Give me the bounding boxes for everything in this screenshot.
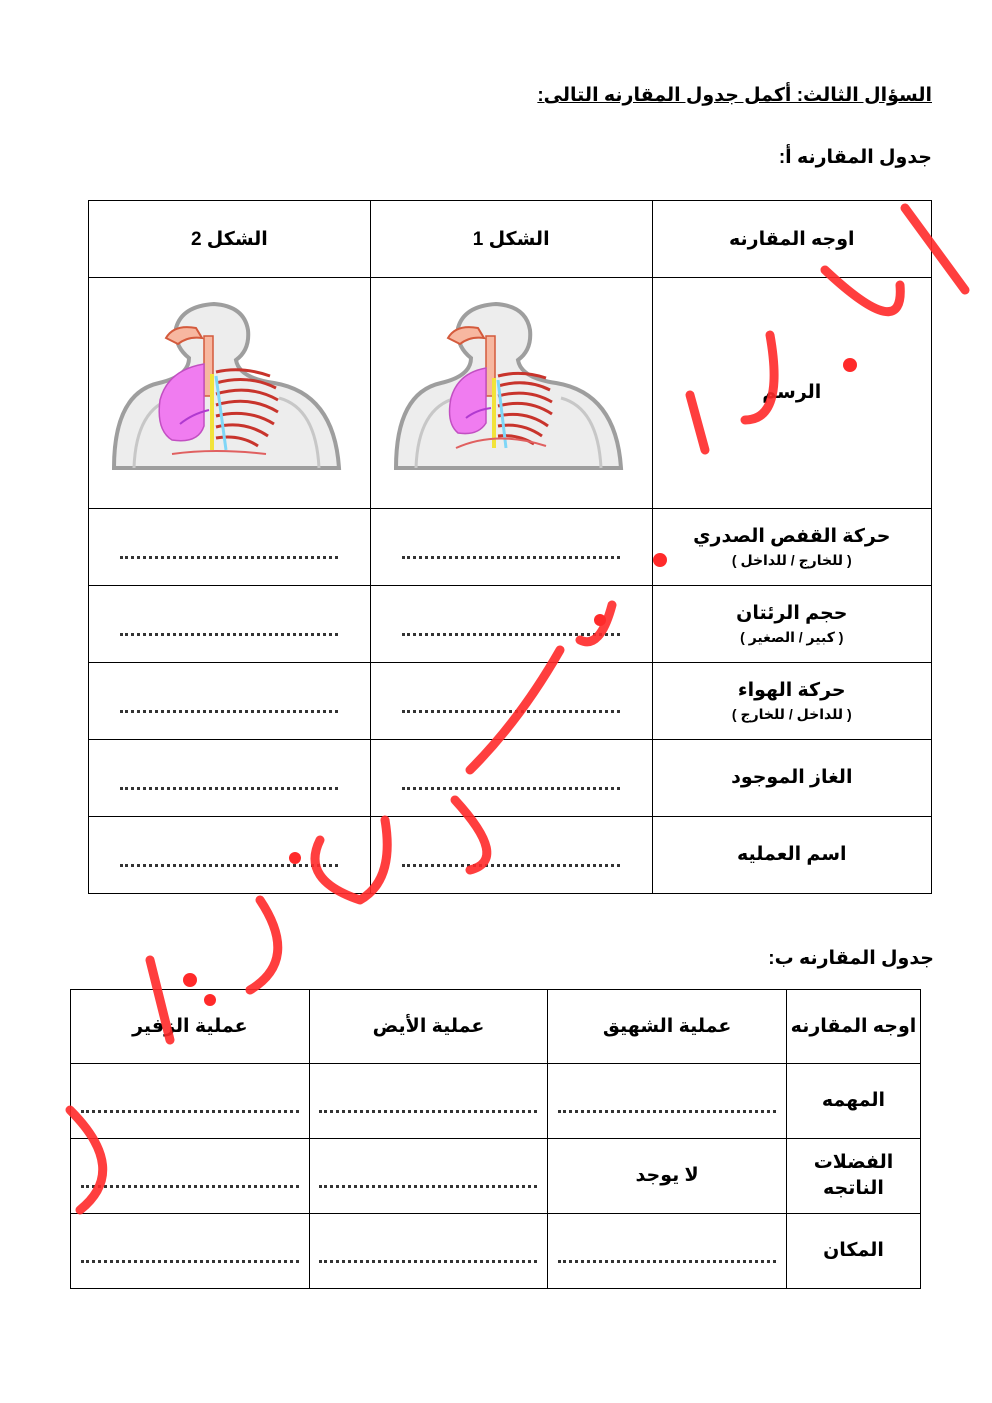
answer-blank[interactable] (309, 1064, 548, 1139)
figure-1-cell (370, 278, 652, 509)
table-header-row (71, 990, 921, 1064)
row-label (652, 586, 931, 663)
answer-blank[interactable] (370, 586, 652, 663)
answer-blank[interactable] (71, 1214, 310, 1289)
answer-blank[interactable] (89, 817, 371, 894)
drawing-row (89, 278, 932, 509)
row-label-hint: ( للداخل / للخارج ) (731, 706, 852, 722)
table-row (89, 509, 932, 586)
answer-blank[interactable] (89, 740, 371, 817)
table-row (71, 1214, 921, 1289)
respiratory-system-figure-1 (386, 298, 636, 488)
answer-blank[interactable] (548, 1214, 787, 1289)
row-label (652, 663, 931, 740)
row-label-hint: ( للخارج / للداخل ) (731, 552, 852, 568)
row-label-main: اسم العمليه (737, 844, 847, 865)
comparison-table-b (70, 989, 921, 1289)
row-label-main: حركة القفص الصدري (693, 526, 891, 547)
answer-blank[interactable] (89, 586, 371, 663)
header-aspects: اوجه المقارنه (652, 201, 931, 278)
row-label-main: حركة الهواء (737, 680, 846, 701)
header-figure-1: الشكل 1 (370, 201, 652, 278)
row-label (652, 740, 931, 817)
row-label (652, 817, 931, 894)
header-metabolism: عملية الأيض (309, 990, 548, 1064)
answer-blank[interactable] (370, 740, 652, 817)
row-label: المهمه (786, 1064, 920, 1139)
header-inhalation: عملية الشهيق (548, 990, 787, 1064)
comparison-table-a (88, 200, 932, 894)
answer-blank[interactable] (71, 1139, 310, 1214)
row-label-hint: ( كبير / الصغير ) (740, 629, 844, 645)
header-figure-2: الشكل 2 (89, 201, 371, 278)
answer-blank[interactable] (309, 1214, 548, 1289)
header-aspects: اوجه المقارنه (786, 990, 920, 1064)
answer-blank[interactable] (548, 1064, 787, 1139)
answer-blank[interactable] (71, 1064, 310, 1139)
row-label (652, 509, 931, 586)
answer-blank[interactable] (370, 509, 652, 586)
table-b-title: جدول المقارنه ب: (768, 948, 934, 969)
table-row (89, 740, 932, 817)
answer-blank[interactable] (89, 663, 371, 740)
answer-blank[interactable] (89, 509, 371, 586)
row-label: المكان (786, 1214, 920, 1289)
answer-blank[interactable] (309, 1139, 548, 1214)
table-a-title: جدول المقارنه أ: (778, 147, 932, 168)
answer-blank[interactable] (370, 817, 652, 894)
row-label: الفضلات الناتجه (786, 1139, 920, 1214)
answer-cell: لا يوجد (548, 1139, 787, 1214)
table-row (71, 1064, 921, 1139)
header-exhalation: عملية الزفير (71, 990, 310, 1064)
drawing-label: الرسم (652, 278, 931, 509)
table-header-row (89, 201, 932, 278)
row-label-main: حجم الرئتان (736, 603, 848, 624)
answer-blank[interactable] (370, 663, 652, 740)
table-row (89, 663, 932, 740)
row-label-main: الغاز الموجود (731, 767, 853, 788)
table-row (89, 586, 932, 663)
table-row (71, 1139, 921, 1214)
figure-2-cell (89, 278, 371, 509)
question-title: السؤال الثالث: أكمل جدول المقارنه التالى: (537, 85, 932, 106)
respiratory-system-figure-2 (104, 298, 354, 488)
table-row (89, 817, 932, 894)
